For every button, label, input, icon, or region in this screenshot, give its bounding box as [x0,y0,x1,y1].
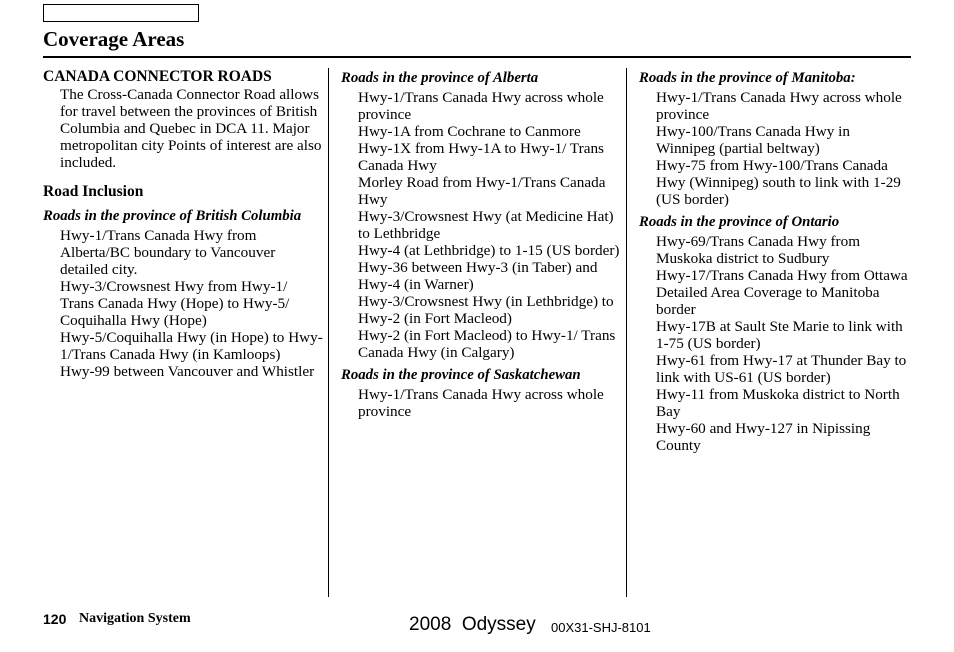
column-2 [341,68,621,420]
list-item: Hwy-17/Trans Canada Hwy from Ottawa Detailed Area Coverage to Manitoba border [656,267,908,318]
list-item: Hwy-99 between Vancouver and Whistler [60,363,315,380]
column-1 [43,68,323,380]
list-item: Hwy-1X from Hwy-1A to Hwy-1/ Trans Canada Hwy [358,140,604,174]
list-item: Hwy-61 from Hwy-17 at Thunder Bay to link with US-61 (US border) [656,352,907,386]
footer-code: 00X31-SHJ-8101 [551,620,651,635]
alberta-heading: Roads in the province of Alberta [341,70,539,86]
list-item: Hwy-36 between Hwy-3 (in Taber) and Hwy-4 (in Warner) [358,259,598,293]
list-item: Hwy-100/Trans Canada Hwy in Winnipeg (partial beltway) [656,123,850,157]
list-item: Hwy-60 and Hwy-127 in Nipissing County [656,420,871,454]
saskatchewan-list [341,386,621,420]
list-item: Hwy-69/Trans Canada Hwy from Muskoka district to Sudbury [656,233,861,267]
list-item: Hwy-1/Trans Canada Hwy across whole province [656,89,902,123]
footer-section: Navigation System [79,611,191,626]
footer-model: 2008 Odyssey [409,614,536,635]
column-divider-2 [626,68,627,597]
list-item: Hwy-1/Trans Canada Hwy from Alberta/BC boundary to Vancouver detailed city. [60,227,276,278]
list-item: Morley Road from Hwy-1/Trans Canada Hwy [358,174,606,208]
alberta-list [341,89,621,361]
header-tab-box [43,4,199,22]
list-item: Hwy-1/Trans Canada Hwy across whole province [358,89,604,123]
column-3 [639,68,911,454]
list-item: Hwy-11 from Muskoka district to North Bay [656,386,900,420]
list-item: Hwy-4 (at Lethbridge) to 1-15 (US border) [358,242,620,259]
page-number: 120 [43,611,67,627]
section-title: CANADA CONNECTOR ROADS [43,68,272,85]
ontario-list [639,233,911,454]
list-item: Hwy-3/Crowsnest Hwy from Hwy-1/ Trans Canada Hwy (Hope) to Hwy-5/ Coquihalla Hwy (Hope) [60,278,290,329]
list-item: Hwy-17B at Sault Ste Marie to link with 1-75 (US border) [656,318,903,352]
intro-paragraph: The Cross-Canada Connector Road allows for travel between the provinces of British Columbia and Quebec in DCA 11. Major metropolitan city Points of interest are also included. [60,86,322,171]
bc-heading: Roads in the province of British Columbia [43,208,302,224]
column-divider-1 [328,68,329,597]
list-item: Hwy-3/Crowsnest Hwy (in Lethbridge) to Hwy-2 (in Fort Macleod) [358,293,614,327]
page-title: Coverage Areas [43,27,185,51]
title-rule [43,56,911,58]
bc-list [43,227,323,380]
list-item: Hwy-1A from Cochrane to Canmore [358,123,581,140]
manitoba-heading: Roads in the province of Manitoba: [639,70,856,86]
list-item: Hwy-5/Coquihalla Hwy (in Hope) to Hwy-1/Trans Canada Hwy (in Kamloops) [60,329,323,363]
ontario-heading: Roads in the province of Ontario [639,214,840,230]
road-inclusion-heading: Road Inclusion [43,183,144,200]
manitoba-list [639,89,911,208]
list-item: Hwy-2 (in Fort Macleod) to Hwy-1/ Trans Canada Hwy (in Calgary) [358,327,616,361]
list-item: Hwy-1/Trans Canada Hwy across whole province [358,386,604,420]
saskatchewan-heading: Roads in the province of Saskatchewan [341,367,581,383]
list-item: Hwy-75 from Hwy-100/Trans Canada Hwy (Winnipeg) south to link with 1-29 (US border) [656,157,901,208]
list-item: Hwy-3/Crowsnest Hwy (at Medicine Hat) to Lethbridge [358,208,614,242]
